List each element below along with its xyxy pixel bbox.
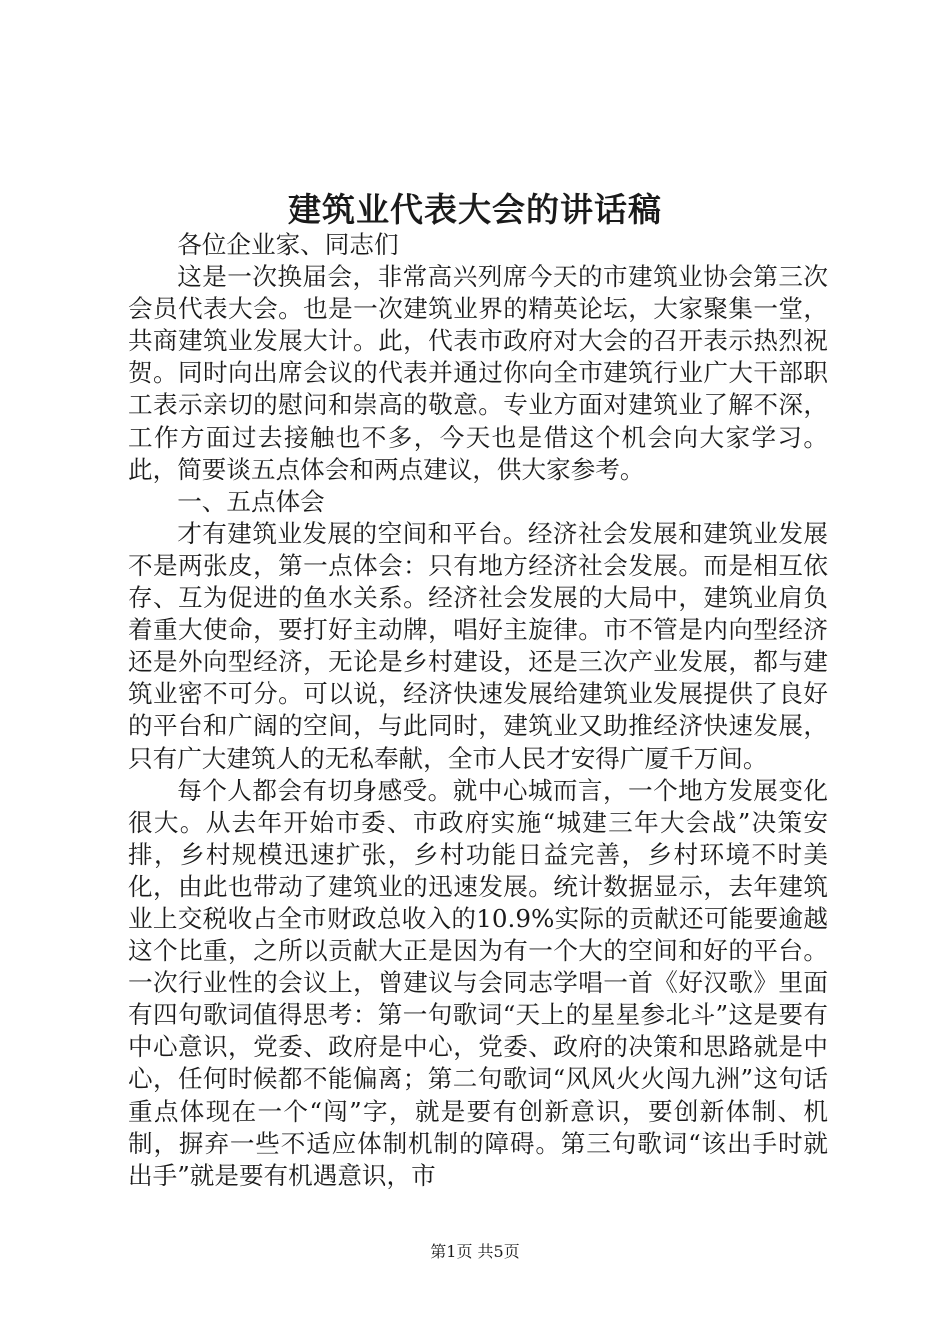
salutation-paragraph: 各位企业家、同志们	[177, 230, 399, 259]
body-paragraph: 这是一次换届会，非常高兴列席今天的市建筑业协会第三次会员代表大会。也是一次建筑业界的精英论坛，大家聚集一堂，共商建筑业发展大计。此，代表市政府对大会的召开表示热烈祝贺。同时向出席会议的代表并通过你向全市建筑行业广大干部职工表示亲切的慰问和崇高的敬意。专业方面对建筑业了解不深，工作方面过去接触也不多，今天也是借这个机会向大家学习。此，简要谈五点体会和两点建议，供大家参考。	[128, 262, 828, 484]
body-paragraph: 每个人都会有切身感受。就中心城而言，一个地方发展变化很大。从去年开始市委、市政府实施“城建三年大会战”决策安排，乡村规模迅速扩张，乡村功能日益完善，乡村环境不时美化，由此也带动了建筑业的迅速发展。统计数据显示，去年建筑业上交税收占全市财政总收入的10.9%实际的贡献还可能要逾越这个比重，之所以贡献大正是因为有一个大的空间和好的平台。一次行业性的会议上，曾建议与会同志学唱一首《好汉歌》里面有四句歌词值得思考：第一句歌词“天上的星星参北斗”这是要有中心意识，党委、政府是中心，党委、政府的决策和思路就是中心，任何时候都不能偏离；第二句歌词“风风火火闯九洲”这句话重点体现在一个“闯”字，就是要有创新意识，要创新体制、机制，摒弃一些不适应体制机制的障碍。第三句歌词“该出手时就出手”就是要有机遇意识，市	[128, 775, 828, 1190]
page-number-footer: 第1页 共5页	[430, 1242, 520, 1261]
body-paragraph: 才有建筑业发展的空间和平台。经济社会发展和建筑业发展不是两张皮，第一点体会：只有地方经济社会发展。而是相互依存、互为促进的鱼水关系。经济社会发展的大局中，建筑业肩负着重大使命，要打好主动牌，唱好主旋律。市不管是内向型经济还是外向型经济，无论是乡村建设，还是三次产业发展，都与建筑业密不可分。可以说，经济快速发展给建筑业发展提供了良好的平台和广阔的空间，与此同时，建筑业又助推经济快速发展，只有广大建筑人的无私奉献，全市人民才安得广厦千万间。	[128, 518, 828, 773]
document-body	[128, 229, 828, 1192]
document-title: 建筑业代表大会的讲话稿	[288, 190, 662, 229]
section-heading: 一、五点体会	[177, 486, 325, 516]
